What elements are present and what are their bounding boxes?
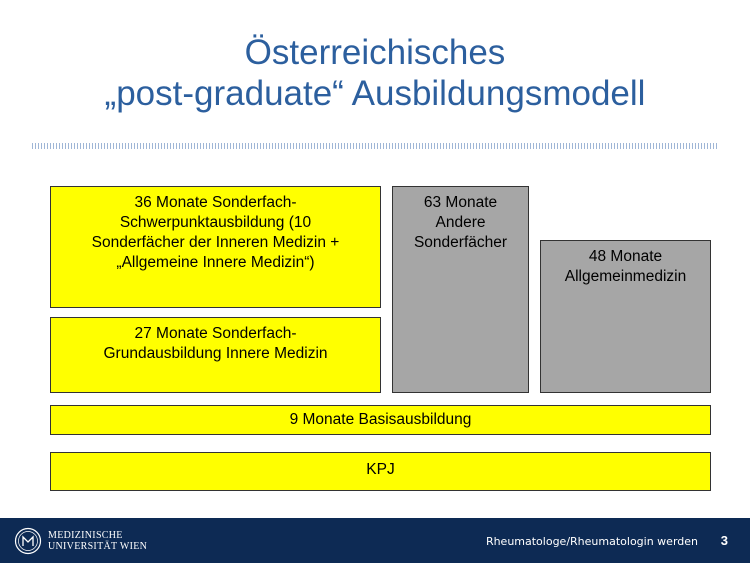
logo-text-line1: MEDIZINISCHE — [48, 530, 123, 541]
logo-text-line2: UNIVERSITÄT WIEN — [48, 541, 148, 552]
box-schwerpunkt-line2: Schwerpunktausbildung (10 — [119, 214, 312, 231]
slide-title — [0, 32, 750, 114]
box-andere-line2: Andere — [435, 214, 486, 231]
box-andere-line1: 63 Monate — [423, 194, 498, 211]
box-schwerpunkt-line1: 36 Monate Sonderfach- — [134, 194, 297, 211]
university-logo-text — [48, 530, 147, 552]
title-divider — [32, 143, 718, 149]
slide-title-line1: Österreichisches — [244, 33, 506, 72]
box-allgemein-line1: 48 Monate — [588, 248, 663, 265]
box-kpj — [50, 452, 711, 491]
slide-title-line2: „post-graduate“ Ausbildungsmodell — [104, 74, 646, 113]
box-basis-label: 9 Monate Basisausbildung — [289, 411, 472, 428]
footer-bar — [0, 518, 750, 563]
box-schwerpunkt-line4: „Allgemeine Innere Medizin“) — [116, 254, 315, 271]
box-schwerpunkt-line3: Sonderfächer der Inneren Medizin + — [91, 234, 340, 251]
box-allgemein-line2: Allgemeinmedizin — [564, 268, 687, 285]
box-grundausbildung-line1: 27 Monate Sonderfach- — [134, 325, 297, 342]
box-kpj-label: KPJ — [366, 461, 395, 478]
box-schwerpunktausbildung — [50, 186, 381, 308]
box-grundausbildung-line2: Grundausbildung Innere Medizin — [103, 345, 328, 362]
box-allgemeinmedizin — [540, 240, 711, 393]
box-andere-sonderfaecher — [392, 186, 529, 393]
page-number: 3 — [720, 533, 728, 548]
box-grundausbildung — [50, 317, 381, 393]
footer-label: Rheumatologe/Rheumatologin werden — [485, 535, 698, 548]
box-basisausbildung — [50, 405, 711, 435]
university-seal-icon — [14, 527, 42, 555]
box-andere-line3: Sonderfächer — [413, 234, 508, 251]
